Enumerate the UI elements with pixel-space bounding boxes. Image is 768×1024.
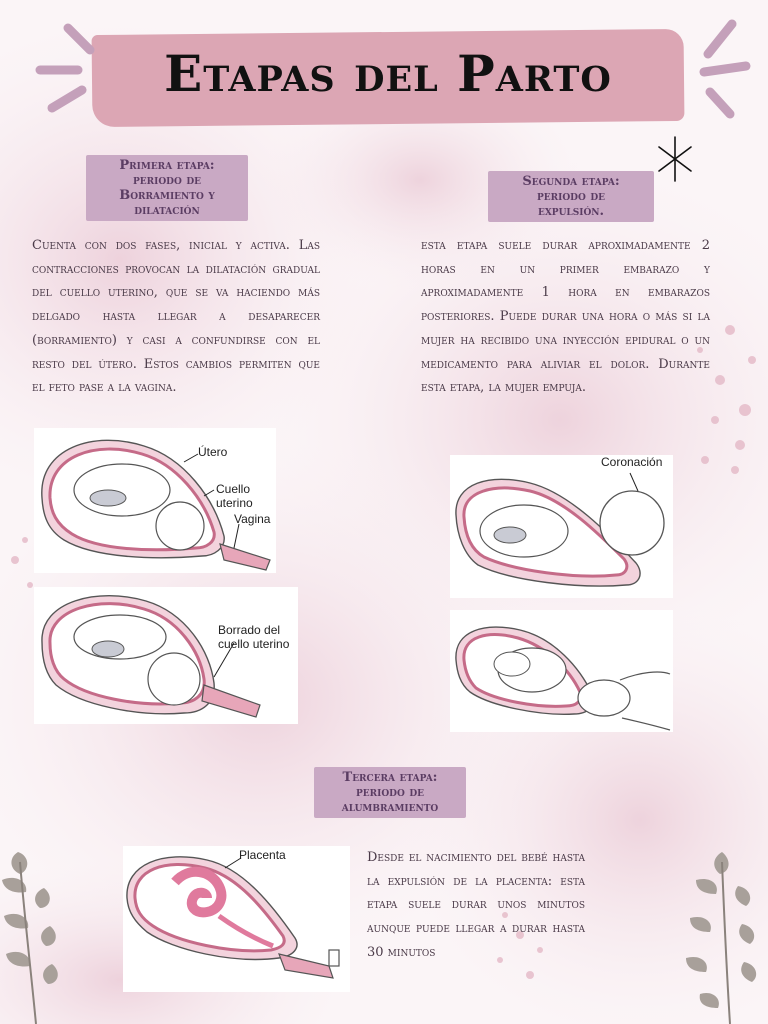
label-utero: Útero: [198, 445, 228, 459]
burst-decoration-left: [30, 20, 110, 130]
stage-2-label-line: expulsión.: [537, 204, 605, 219]
dilation-diagram: [34, 428, 276, 573]
stage-1-label: [86, 155, 248, 221]
placenta-illustration: [123, 846, 350, 992]
label-cuello-uterino: Cuello uterino: [216, 482, 253, 510]
star-doodle-icon: [655, 135, 695, 183]
stage-3-label-line: periodo de: [356, 785, 424, 800]
effacement-diagram: [34, 587, 298, 724]
page-title: Etapas del Parto: [164, 44, 612, 103]
stage-2-label: [488, 171, 654, 222]
burst-decoration-right: [690, 14, 760, 124]
stage-1-label-line: Borramiento y: [119, 188, 215, 203]
crowning-illustration: [450, 455, 673, 598]
placenta-diagram: [123, 846, 350, 992]
leaf-branch-right-icon: [676, 852, 768, 1024]
stage-3-label: [314, 767, 466, 818]
label-placenta: Placenta: [239, 848, 286, 862]
stage-3-label-line: Tercera etapa:: [342, 770, 438, 785]
stage-3-label-line: alumbramiento: [341, 800, 439, 815]
leaf-branch-left-icon: [0, 852, 80, 1024]
stage-1-label-line: Primera etapa:: [119, 158, 215, 173]
stage-1-label-line: periodo de: [133, 173, 201, 188]
stage-2-label-line: Segunda etapa:: [522, 174, 620, 189]
birth-illustration: [450, 610, 673, 732]
expulsion-diagram: [450, 610, 673, 732]
label-borrado-2: cuello uterino: [218, 637, 290, 651]
stage-2-label-line: periodo de: [537, 189, 605, 204]
label-borrado-1: Borrado del: [218, 623, 281, 637]
crowning-diagram: [450, 455, 673, 598]
stage-1-text: Cuenta con dos fases, inicial y activa. Las contracciones provocan la dilatación gradual del cuello uterino, que se va haciendo más delgado hasta llegar a desaparecer (borramiento) y casi a confundirse con el resto del útero. Estos cambios permiten que el feto pase a la vagina.: [32, 238, 320, 396]
stage-3-text: Desde el nacimiento del bebé hasta la expulsión de la placenta: esta etapa suele durar unos minutos aunque puede llegar a durar hasta 30 minutos: [367, 850, 585, 960]
uterus-fetus-illustration: [34, 587, 298, 724]
label-coronacion: Coronación: [601, 455, 663, 469]
stage-1-label-line: dilatación: [134, 203, 200, 218]
label-vagina: Vagina: [234, 512, 271, 526]
stage-2-text: esta etapa suele durar aproximadamente 2 horas en un primer embarazo y aproximadamente 1 hora en embarazos posteriores. Puede durar una hora o más si la mujer ha recibido una inyección epidural o un medicamento para aliviar el dolor. Durante esta etapa, la mujer empuja.: [421, 238, 710, 396]
